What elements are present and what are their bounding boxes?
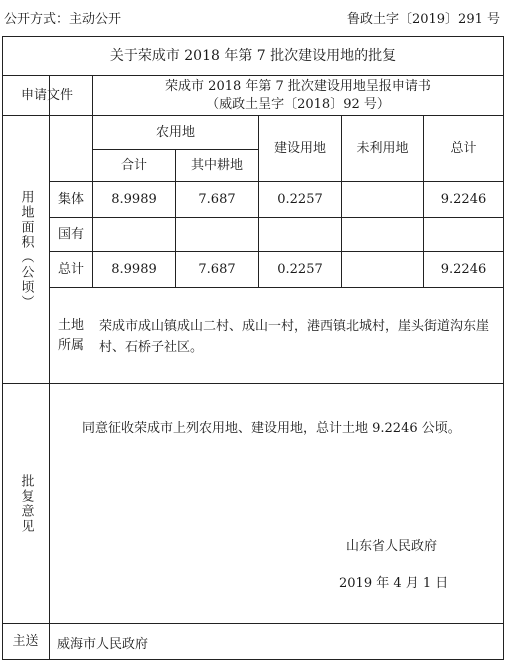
cell-construction: 0.2257 bbox=[277, 191, 323, 207]
header-total: 总计 bbox=[450, 140, 477, 156]
cell-arable: 7.687 bbox=[198, 261, 236, 277]
land-area-side-label: 用地面积（公顷） bbox=[18, 189, 34, 310]
cell-unused bbox=[342, 218, 423, 251]
header-arable: 其中耕地 bbox=[190, 157, 243, 173]
header-subtotal: 合计 bbox=[120, 157, 147, 173]
recipient-label: 主送 bbox=[12, 633, 39, 649]
document-title: 关于荣成市 2018 年第 7 批次建设用地的批复 bbox=[109, 48, 397, 64]
cell-subtotal bbox=[93, 218, 175, 251]
header-farmland: 农用地 bbox=[155, 124, 195, 140]
approval-date: 2019 年 4 月 1 日 bbox=[339, 576, 449, 591]
cell-total bbox=[424, 218, 503, 251]
location-label: 土地所属 bbox=[57, 317, 84, 353]
cell-total: 9.2246 bbox=[440, 191, 487, 207]
application-label: 申请文件 bbox=[20, 87, 73, 103]
cell-unused bbox=[342, 182, 423, 217]
document-number: 鲁政土字〔2019〕291 号 bbox=[346, 12, 500, 27]
application-line-1: 荣成市 2018 年第 7 批次建设用地呈报申请书 bbox=[165, 78, 431, 94]
cell-unused bbox=[342, 252, 423, 287]
cell-subtotal: 8.9989 bbox=[111, 261, 157, 277]
application-line-2: （威政土呈字〔2018〕92 号） bbox=[206, 96, 390, 112]
header-unused: 未利用地 bbox=[356, 140, 409, 156]
recipient-value: 威海市人民政府 bbox=[57, 637, 149, 652]
cell-arable: 7.687 bbox=[198, 191, 236, 207]
disclosure-method: 公开方式：主动公开 bbox=[4, 12, 122, 27]
approval-text: 同意征收荣成市上列农用地、建设用地，总计土地 9.2246 公顷。 bbox=[82, 421, 461, 436]
approval-opinion-label: 批复意见 bbox=[18, 473, 34, 534]
header-construction: 建设用地 bbox=[273, 140, 326, 156]
cell-construction bbox=[259, 218, 341, 251]
application-document bbox=[93, 76, 503, 115]
approval-issuer: 山东省人民政府 bbox=[346, 539, 438, 554]
row-label: 集体 bbox=[57, 191, 84, 207]
location-text: 荣成市成山镇成山二村、成山一村，港西镇北城村，崖头街道沟东崖村、石桥子社区。 bbox=[99, 319, 490, 355]
cell-subtotal: 8.9989 bbox=[111, 191, 157, 207]
row-label: 总计 bbox=[57, 261, 84, 277]
row-label: 国有 bbox=[57, 226, 84, 242]
cell-construction: 0.2257 bbox=[277, 261, 323, 277]
cell-total: 9.2246 bbox=[440, 261, 487, 277]
cell-arable bbox=[176, 218, 258, 251]
